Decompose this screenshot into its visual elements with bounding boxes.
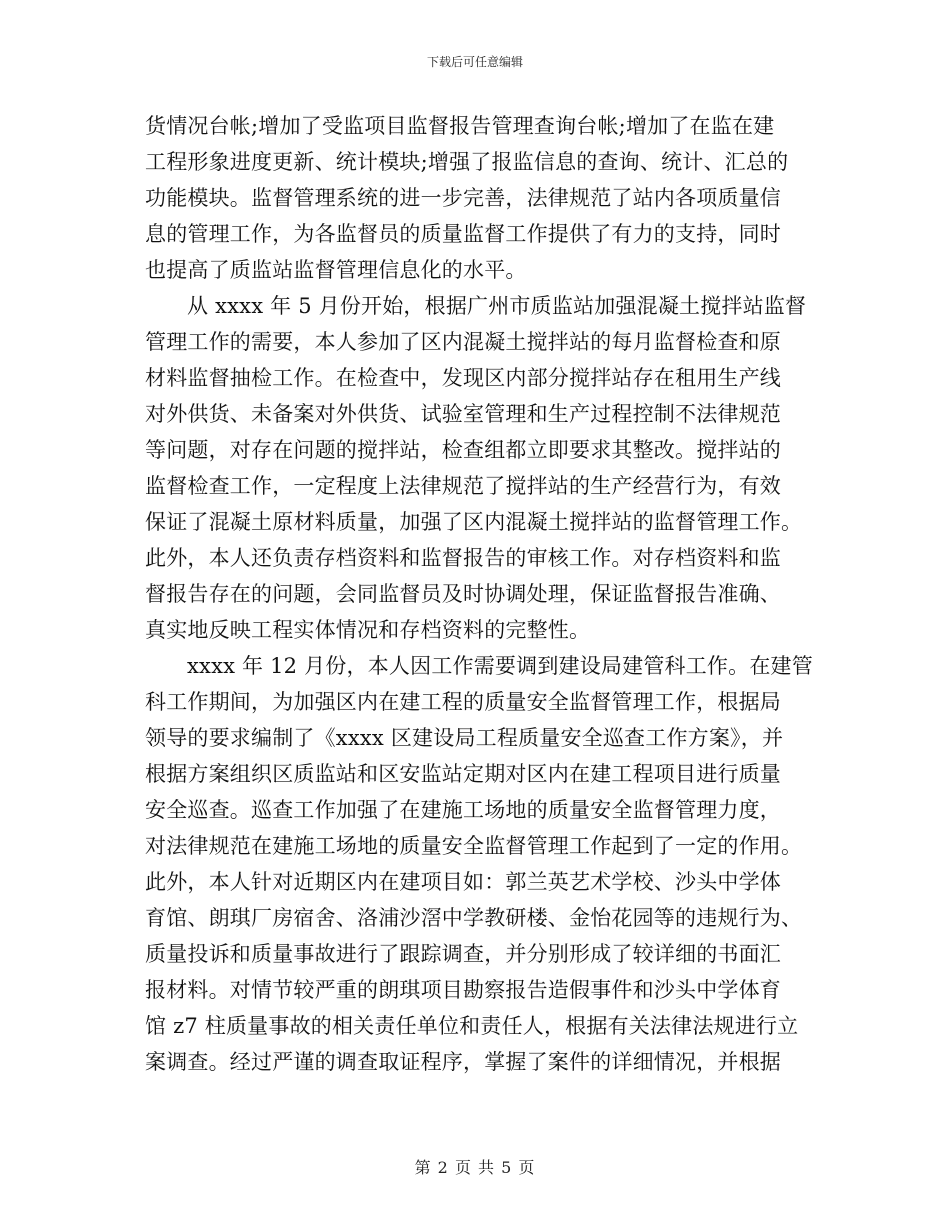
document-body [145,108,813,1080]
page-footer: 第 2 页 共 5 页 [414,1158,536,1177]
text-line: 领导的要求编制了《xxxx 区建设局工程质量安全巡查工作方案》，并 [145,726,784,750]
text-line: 等问题，对存在问题的搅拌站，检查组都立即要求其整改。搅拌站的 [145,438,781,462]
text-line: 对法律规范在建施工场地的质量安全监督管理工作起到了一定的作用。 [145,834,803,858]
text-line: 从 xxxx 年 5 月份开始，根据广州市质监站加强混凝土搅拌站监督 [187,294,807,318]
text-line: 此外，本人还负责存档资料和监督报告的审核工作。对存档资料和监 [145,546,781,570]
text-line: 对外供货、未备案对外供货、试验室管理和生产过程控制不法律规范 [145,402,781,426]
text-line: 育馆、朗琪厂房宿舍、洛浦沙滘中学教研楼、金怡花园等的违规行为、 [145,906,803,930]
paragraph-1 [145,108,810,288]
text-line: 材料监督抽检工作。在检查中，发现区内部分搅拌站存在租用生产线 [145,366,781,390]
text-line: xxxx 年 12 月份，本人因工作需要调到建设局建管科工作。在建管 [187,654,813,678]
paragraph-3 [145,648,813,1080]
text-line: 工程形象进度更新、统计模块;增强了报监信息的查询、统计、汇总的 [145,150,789,174]
text-line: 馆 z7 柱质量事故的相关责任单位和责任人，根据有关法律法规进行立 [145,1014,799,1038]
text-line: 根据方案组织区质监站和区安监站定期对区内在建工程项目进行质量 [145,762,781,786]
text-line: 督报告存在的问题，会同监督员及时协调处理，保证监督报告准确、 [145,582,781,606]
text-line: 科工作期间，为加强区内在建工程的质量安全监督管理工作，根据局 [145,690,781,714]
text-line: 真实地反映工程实体情况和存档资料的完整性。 [145,618,591,642]
text-line: 息的管理工作，为各监督员的质量监督工作提供了有力的支持，同时 [145,222,781,246]
text-line: 功能模块。监督管理系统的进一步完善，法律规范了站内各项质量信 [145,186,781,210]
page-header: 下载后可任意编辑 [426,55,523,69]
text-line: 保证了混凝土原材料质量，加强了区内混凝土搅拌站的监督管理工作。 [145,510,803,534]
text-line: 监督检查工作，一定程度上法律规范了搅拌站的生产经营行为，有效 [145,474,781,498]
text-line: 管理工作的需要，本人参加了区内混凝土搅拌站的每月监督检查和原 [145,330,781,354]
paragraph-2 [145,288,810,648]
text-line: 案调查。经过严谨的调查取证程序，掌握了案件的详细情况，并根据 [145,1050,781,1074]
text-line: 报材料。对情节较严重的朗琪项目勘察报告造假事件和沙头中学体育 [145,978,781,1002]
text-line: 货情况台帐;增加了受监项目监督报告管理查询台帐;增加了在监在建 [145,114,775,138]
text-line: 也提高了质监站监督管理信息化的水平。 [145,258,527,282]
text-line: 此外，本人针对近期区内在建项目如：郭兰英艺术学校、沙头中学体 [145,870,781,894]
text-line: 安全巡查。巡查工作加强了在建施工场地的质量安全监督管理力度， [145,798,781,822]
text-line: 质量投诉和质量事故进行了跟踪调查，并分别形成了较详细的书面汇 [145,942,781,966]
